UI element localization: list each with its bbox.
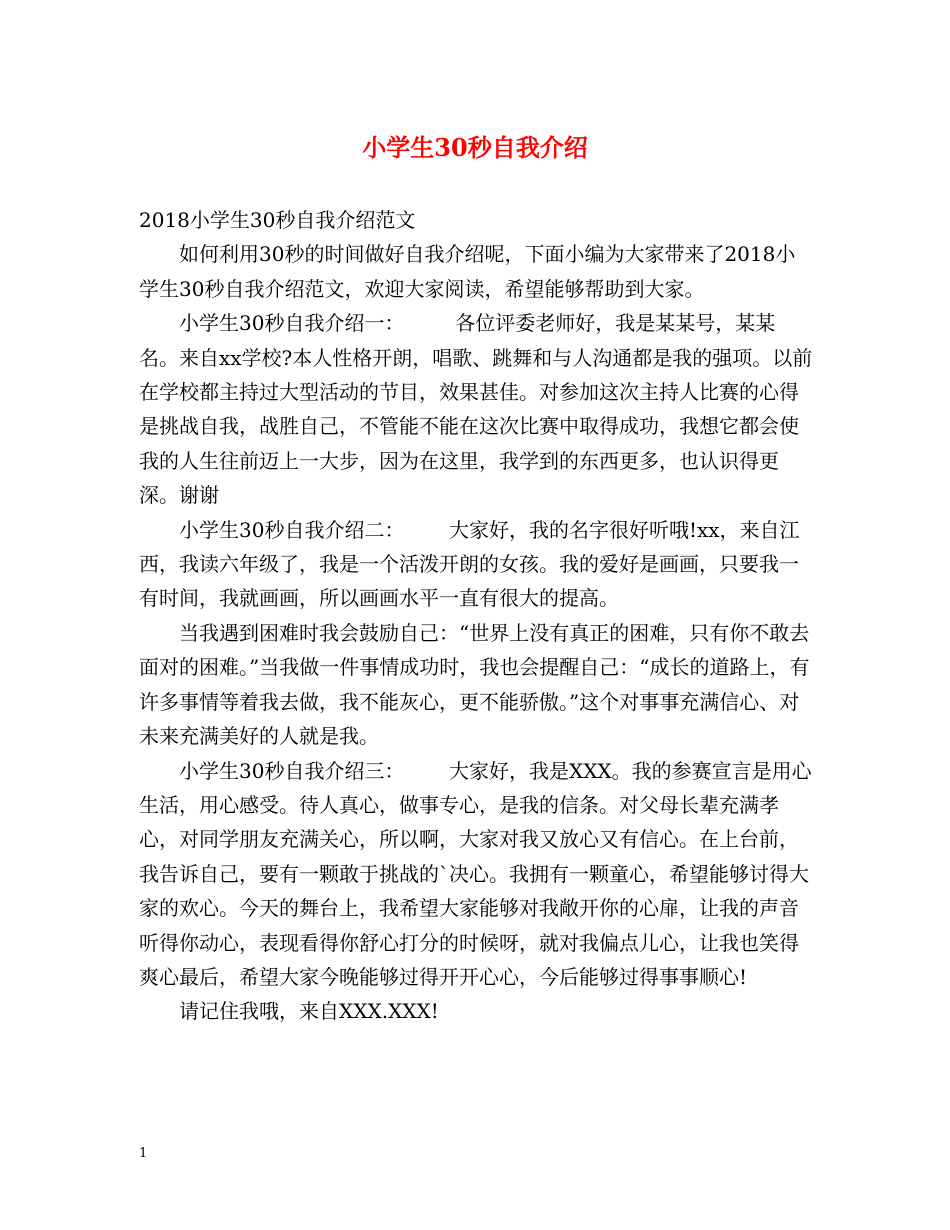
closing-paragraph: 请记住我哦，来自XXX.XXX! [179, 999, 439, 1024]
introduction-three-paragraph: 小学生30秒自我介绍三： 大家好，我是XXX。我的参赛宣言是用心生活，用心感受。待人真心，做事专心，是我的信条。对父母长辈充满孝心，对同学朋友充满关心，所以啊，大家对我又放心又有信心。在上台前，我告诉自己，要有一颗敢于挑战的`决心。我拥有一颗童心，希望能够讨得大家的欢心。今天的舞台上，我希望大家能够对我敞开你的心扉，让我的声音听得你动心，表现看得你舒心打分的时候呀，就对我偏点儿心，让我也笑得爽心最后，希望大家今晚能够过得开开心心，今后能够过得事事顺心! [139, 758, 812, 989]
introduction-two-paragraph: 小学生30秒自我介绍二： 大家好，我的名字很好听哦!xx，来自江西，我读六年级了，我是一个活泼开朗的女孩。我的爱好是画画，只要我一有时间，我就画画，所以画画水平一直有很大的提高。 [139, 517, 800, 611]
difficulty-paragraph: 当我遇到困难时我会鼓励自己：“世界上没有真正的困难，只有你不敢去面对的困难。”当我做一件事情成功时，我也会提醒自己：“成长的道路上，有许多事情等着我去做，我不能灰心，更不能骄傲。”这个对事事充满信心、对未来充满美好的人就是我。 [139, 620, 810, 749]
document-body [139, 203, 814, 1029]
document-title: 小学生30秒自我介绍 [362, 133, 588, 162]
introduction-one-paragraph: 小学生30秒自我介绍一： 各位评委老师好，我是某某号，某某名。来自xx学校?本人性格开朗，唱歌、跳舞和与人沟通都是我的强项。以前在学校都主持过大型活动的节目，效果甚佳。对参加这次主持人比赛的心得是挑战自我，战胜自己，不管能不能在这次比赛中取得成功，我想它都会使我的人生往前迈上一大步，因为在这里，我学到的东西更多，也认识得更深。谢谢 [139, 311, 813, 508]
intro-paragraph: 如何利用30秒的时间做好自我介绍呢，下面小编为大家带来了2018小学生30秒自我介绍范文，欢迎大家阅读，希望能够帮助到大家。 [139, 242, 796, 301]
subtitle-paragraph: 2018小学生30秒自我介绍范文 [139, 208, 416, 232]
page-number: 1 [139, 1146, 148, 1161]
